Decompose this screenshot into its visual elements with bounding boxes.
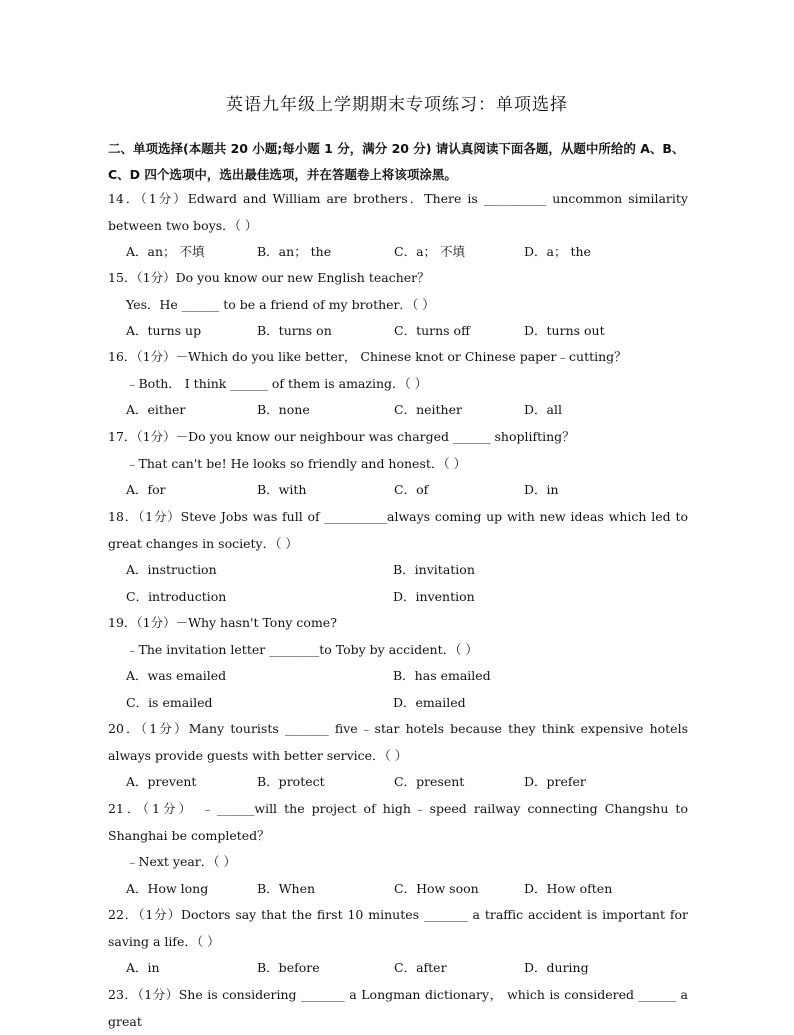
question-19 <box>108 610 688 716</box>
option-row <box>108 955 688 982</box>
option-a[interactable]: A．prevent <box>126 774 197 789</box>
option-a[interactable]: A．was emailed <box>126 668 227 683</box>
question-stem: 17．（1分）－Do you know our neighbour was charged ______ shoplifting？ <box>108 429 575 444</box>
question-stem: 19．（1分）－Why hasn't Tony come? <box>108 615 337 630</box>
option-d[interactable]: D．turns out <box>524 323 605 338</box>
option-b[interactable]: B．protect <box>257 774 325 789</box>
question-21 <box>108 796 688 902</box>
option-row <box>108 876 688 903</box>
option-d[interactable]: D．in <box>524 482 559 497</box>
option-b[interactable]: B．with <box>257 482 307 497</box>
question-line: ﹣Next year．（ ） <box>126 854 236 869</box>
question-22 <box>108 902 688 982</box>
section-heading: 二、单项选择(本题共 20 小题;每小题 1 分，满分 20 分) 请认真阅读下面各题，从题中所给的 A、B、C、D 四个选项中，选出最佳选项，并在答题卷上将该项涂黑。 <box>108 141 685 182</box>
option-a[interactable]: A．an； 不填 <box>126 244 205 259</box>
option-d[interactable]: D．prefer <box>524 774 586 789</box>
option-c[interactable]: C．introduction <box>126 588 227 604</box>
option-c[interactable]: C．is emailed <box>126 694 213 710</box>
option-c[interactable]: C．turns off <box>394 323 470 338</box>
question-line: Yes．He ______ to be a friend of my brother．（ ） <box>126 296 435 312</box>
question-stem: 16．（1分）－Which do you like better， Chinese knot or Chinese paper﹣cutting？ <box>108 349 627 364</box>
option-b[interactable]: B．an； the <box>257 244 332 259</box>
option-row <box>108 584 688 611</box>
option-d[interactable]: D．all <box>524 402 562 417</box>
option-row <box>108 477 688 504</box>
option-d[interactable]: D．invention <box>393 588 475 604</box>
option-row <box>108 690 688 717</box>
question-stem: 15．（1分）Do you know our new English teacher？ <box>108 270 430 285</box>
question-stem: 22．（1分）Doctors say that the first 10 minutes _______ a traffic accident is important for saving a life．（ ） <box>108 907 688 949</box>
question-18 <box>108 504 688 610</box>
question-15 <box>108 265 688 345</box>
option-d[interactable]: D．a； the <box>524 244 591 259</box>
question-line: ﹣The invitation letter ________to Toby by accident．（ ） <box>126 641 478 657</box>
option-c[interactable]: C．How soon <box>394 880 479 896</box>
option-a[interactable]: A．turns up <box>126 323 202 338</box>
option-a[interactable]: A．instruction <box>126 562 217 577</box>
question-16 <box>108 344 688 424</box>
option-d[interactable]: D．emailed <box>393 694 466 710</box>
option-b[interactable]: B．invitation <box>393 562 475 577</box>
question-line: ﹣Both． I think ______ of them is amazing．（ ） <box>126 375 428 391</box>
option-c[interactable]: C．a； 不填 <box>394 244 465 259</box>
question-stem: 20．（1分）Many tourists _______ five﹣star hotels because they think expensive hotels always provide guests with better service．（ ） <box>108 721 688 763</box>
question-stem: 21．（1分） ﹣______will the project of high﹣speed railway connecting Changshu to Shanghai be completed？ <box>108 801 688 843</box>
option-b[interactable]: B．turns on <box>257 323 332 338</box>
option-row <box>108 318 688 345</box>
option-a[interactable]: A．either <box>126 402 186 417</box>
option-b[interactable]: B．When <box>257 880 316 896</box>
question-stem: 18．（1分）Steve Jobs was full of __________always coming up with new ideas which led to great changes in society．（ ） <box>108 509 688 551</box>
option-row <box>108 663 688 690</box>
option-d[interactable]: D．during <box>524 960 589 975</box>
option-b[interactable]: B．none <box>257 402 310 417</box>
option-row <box>108 397 688 424</box>
question-17 <box>108 424 688 504</box>
question-stem: 14．（1分）Edward and William are brothers．There is __________ uncommon similarity between two boys．（ ） <box>108 191 688 233</box>
option-row <box>108 239 688 266</box>
question-14 <box>108 186 688 266</box>
page-title: 英语九年级上学期期末专项练习：单项选择 <box>226 95 568 115</box>
option-a[interactable]: A．for <box>126 482 166 497</box>
option-c[interactable]: C．neither <box>394 402 462 417</box>
question-23 <box>108 982 688 1035</box>
option-row <box>108 557 688 584</box>
question-line: ﹣That can't be! He looks so friendly and honest．（ ） <box>126 455 467 471</box>
option-a[interactable]: A．in <box>126 960 160 975</box>
option-b[interactable]: B．has emailed <box>393 668 491 683</box>
question-20 <box>108 716 688 796</box>
option-b[interactable]: B．before <box>257 960 320 975</box>
option-row <box>108 769 688 796</box>
option-c[interactable]: C．present <box>394 774 465 789</box>
option-c[interactable]: C．of <box>394 482 429 497</box>
option-a[interactable]: A．How long <box>126 880 209 896</box>
option-d[interactable]: D．How often <box>524 880 613 896</box>
question-stem: 23．（1分）She is considering _______ a Longman dictionary， which is considered ______ a great <box>108 987 688 1029</box>
option-c[interactable]: C．after <box>394 960 447 975</box>
